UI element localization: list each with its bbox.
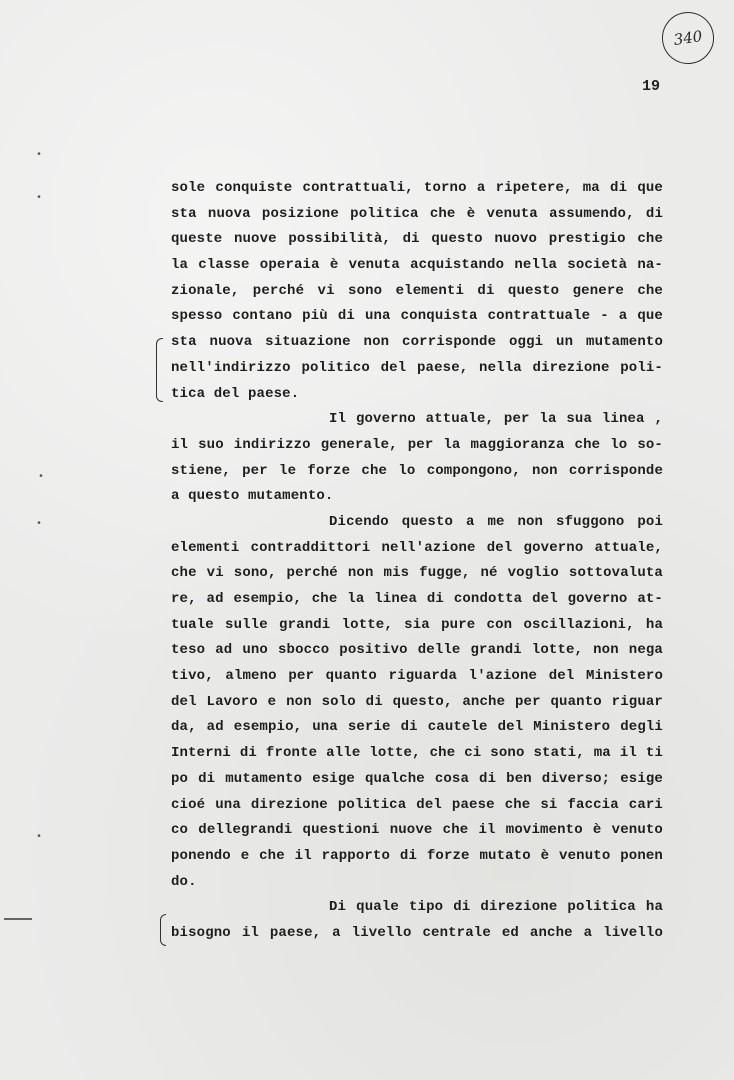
text-line: po di mutamento esige qualche cosa di ben diverso; esige [171, 770, 663, 787]
margin-bracket [160, 914, 166, 946]
text-line: elementi contraddittori nell'azione del governo attuale, [171, 539, 663, 556]
text-line: a questo mutamento. [171, 488, 334, 505]
text-line: bisogno il paese, a livello centrale ed anche a livello [171, 924, 663, 941]
margin-dot: • [38, 472, 45, 483]
text-line: la classe operaia è venuta acquistando nella società na- [171, 257, 663, 274]
margin-rule [4, 918, 32, 920]
margin-dot: • [36, 193, 43, 204]
margin-dot: • [36, 150, 43, 161]
text-line: Dicendo questo a me non sfuggono poi [329, 513, 663, 530]
page-number: 19 [642, 78, 661, 95]
text-line: sta nuova situazione non corrisponde oggi un mutamento [171, 334, 663, 351]
text-line: cioé una direzione politica del paese che si faccia cari [171, 796, 663, 813]
archive-stamp [659, 9, 718, 68]
text-line: tuale sulle grandi lotte, sia pure con oscillazioni, ha [171, 616, 663, 633]
text-line: Interni di fronte alle lotte, che ci sono stati, ma il ti [171, 745, 663, 762]
text-line: do. [171, 873, 197, 890]
text-line: co dellegrandi questioni nuove che il movimento è venuto [171, 822, 663, 839]
text-line: zionale, perché vi sono elementi di questo genere che [171, 282, 663, 299]
text-line: del Lavoro e non solo di questo, anche per quanto riguar [171, 693, 663, 710]
text-line: nell'indirizzo politico del paese, nella direzione poli- [171, 359, 663, 376]
text-line: Di quale tipo di direzione politica ha [329, 899, 663, 916]
text-line: queste nuove possibilità, di questo nuovo prestigio che [171, 231, 663, 248]
text-line: il suo indirizzo generale, per la maggioranza che lo so- [171, 436, 663, 453]
text-line: stiene, per le forze che lo compongono, non corrisponde [171, 462, 663, 479]
text-line: teso ad uno sbocco positivo delle grandi lotte, non nega [171, 642, 663, 659]
text-line: da, ad esempio, una serie di cautele del Ministero degli [171, 719, 663, 736]
text-line: ponendo e che il rapporto di forze mutato è venuto ponen [171, 847, 663, 864]
margin-bracket [156, 338, 163, 402]
archive-stamp-number: 340 [672, 27, 704, 49]
text-line: re, ad esempio, che la linea di condotta del governo at- [171, 591, 663, 607]
margin-dot: • [36, 519, 43, 530]
typed-text-body [171, 176, 663, 947]
text-line: Il governo attuale, per la sua linea , [329, 411, 663, 428]
text-line: sole conquiste contrattuali, torno a ripetere, ma di que [171, 180, 663, 196]
margin-dot: • [36, 832, 43, 843]
text-line: tica del paese. [171, 385, 300, 402]
text-line: che vi sono, perché non mis fugge, né voglio sottovaluta [171, 565, 663, 582]
text-line: tivo, almeno per quanto riguarda l'azione del Ministero [171, 668, 663, 685]
text-line: sta nuova posizione politica che è venuta assumendo, di [171, 205, 663, 222]
text-line: spesso contano più di una conquista contrattuale - a que [171, 308, 663, 325]
